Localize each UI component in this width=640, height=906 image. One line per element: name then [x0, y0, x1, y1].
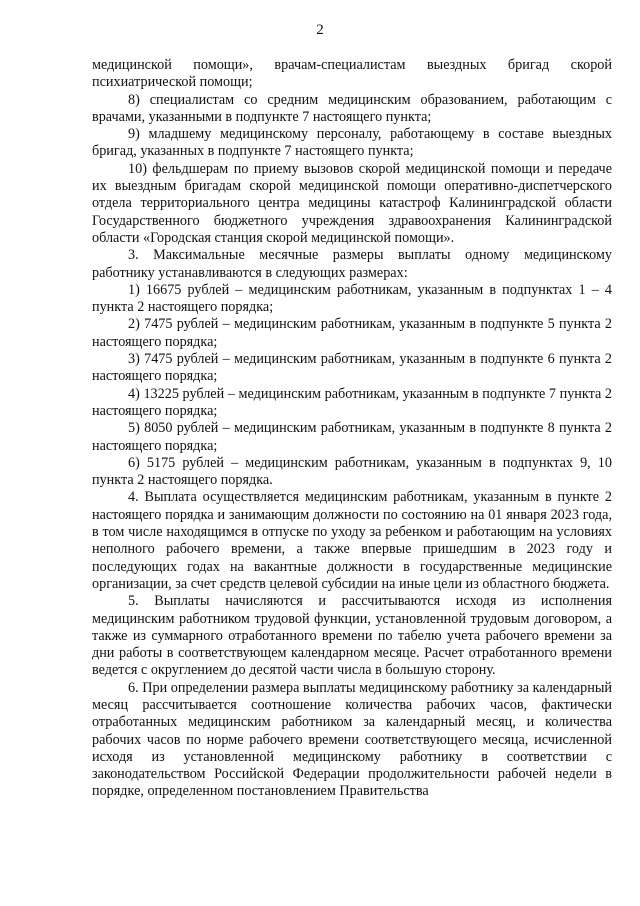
paragraph-item-10: 10) фельдшерам по приему вызовов скорой медицинской помощи и передаче их выездным бригадам скорой медицинской помощи оперативно-диспетчерского отдела территориального центра медицины катастроф Калининградской области Государственного бюджетного учреждения здравоохранения Калининградской области «Городская станция скорой медицинской помощи».	[92, 160, 612, 246]
paragraph-rate-6: 6) 5175 рублей – медицинским работникам, указанным в подпунктах 9, 10 пункта 2 настоящего порядка.	[92, 454, 612, 489]
paragraph-continuation: медицинской помощи», врачам-специалистам выездных бригад скорой психиатрической помощи;	[92, 57, 612, 91]
paragraph-section-4: 4. Выплата осуществляется медицинским работникам, указанным в пункте 2 настоящего порядка и занимающим должности по состоянию на 01 января 2023 года, в том числе находящимся в отпуске по уходу за ребенком и работающим на условиях неполного рабочего времени, а также впервые пришедшим в 2023 году и последующих годах на вакантные должности в государственные медицинские организации, за счет средств целевой субсидии на иные цели из областного бюджета.	[92, 489, 612, 592]
page-number: 2	[316, 22, 324, 38]
paragraph-rate-1: 1) 16675 рублей – медицинским работникам, указанным в подпунктах 1 – 4 пункта 2 настоящего порядка;	[92, 281, 612, 316]
paragraph-section-3: 3. Максимальные месячные размеры выплаты одному медицинскому работнику устанавливаются в следующих размерах:	[92, 247, 612, 281]
document-body	[92, 57, 612, 801]
paragraph-rate-3: 3) 7475 рублей – медицинским работникам, указанным в подпункте 6 пункта 2 настоящего порядка;	[92, 351, 612, 385]
paragraph-section-5: 5. Выплаты начисляются и рассчитываются исходя из исполнения медицинским работником трудовой функции, установленной трудовым договором, а также из суммарного отработанного времени по табелю учета рабочего времени за дни работы в соответствующем календарном месяце. Расчет отработанного времени ведется с округлением до десятой части числа в большую сторону.	[92, 593, 612, 679]
paragraph-rate-4: 4) 13225 рублей – медицинским работникам, указанным в подпункте 7 пункта 2 настоящего порядка;	[92, 385, 612, 419]
paragraph-item-9: 9) младшему медицинскому персоналу, работающему в составе выездных бригад, указанных в подпункте 7 настоящего пункта;	[92, 126, 612, 160]
paragraph-section-6: 6. При определении размера выплаты медицинскому работнику за календарный месяц рассчитывается соотношение количества рабочих часов, фактически отработанных медицинским работником за календарный месяц, и количества рабочих часов по норме рабочего времени соответствующего месяца, исчисленной исходя из установленной медицинскому работнику в соответствии с законодательством Российской Федерации продолжительности рабочей недели в порядке, определенном постановлением Правительства	[92, 679, 612, 800]
paragraph-rate-2: 2) 7475 рублей – медицинским работникам, указанным в подпункте 5 пункта 2 настоящего порядка;	[92, 316, 612, 350]
paragraph-item-8: 8) специалистам со средним медицинским образованием, работающим с врачами, указанными в подпункте 7 настоящего пункта;	[92, 91, 612, 125]
paragraph-rate-5: 5) 8050 рублей – медицинским работникам, указанным в подпункте 8 пункта 2 настоящего порядка;	[92, 420, 612, 454]
